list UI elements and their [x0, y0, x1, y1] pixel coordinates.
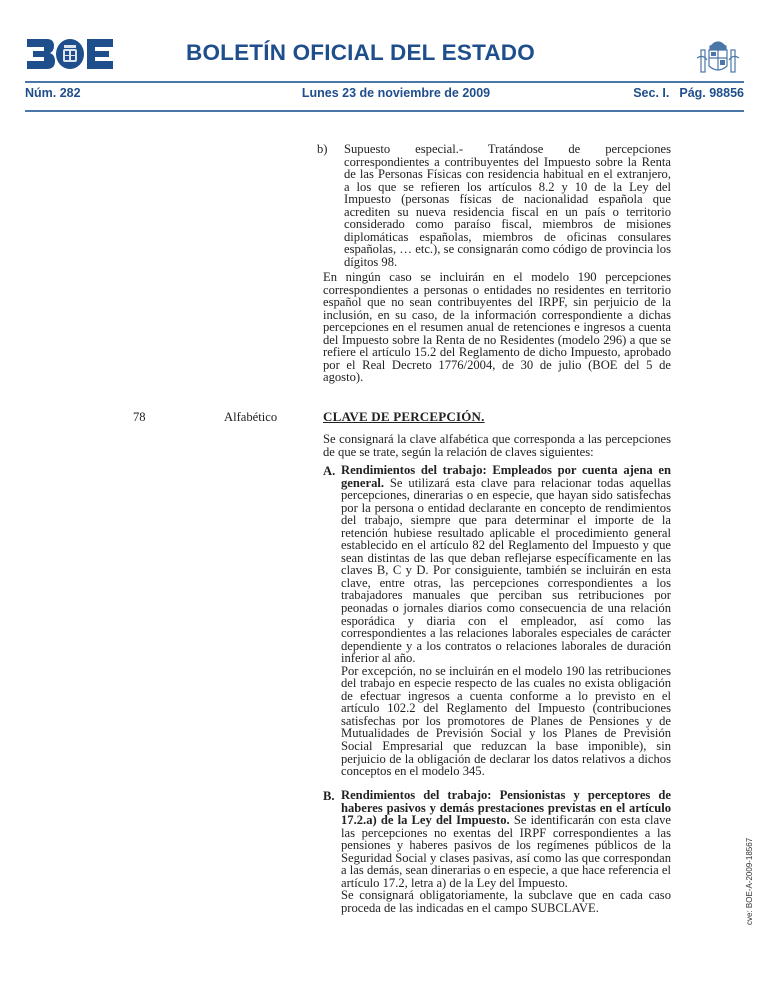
key-a-label: A.: [323, 464, 336, 478]
section-page: [633, 86, 744, 100]
spain-coat-of-arms-icon: [693, 38, 743, 78]
field-title: CLAVE DE PERCEPCIÓN.: [323, 409, 485, 424]
field-intro-text: Se consignará la clave alfabética que corresponda a las percepciones de que se trate, según la relación de claves siguientes:: [323, 432, 671, 459]
cve-identifier: cve: BOE-A-2009-18567: [745, 837, 754, 925]
page-number: Pág. 98856: [679, 86, 744, 100]
field-type: Alfabético: [224, 410, 278, 424]
key-b-paragraph: [341, 789, 671, 889]
non-residents-paragraph: [323, 271, 671, 384]
field-position: 78: [133, 410, 146, 424]
key-a-item: [341, 464, 671, 778]
field-intro: [323, 433, 671, 458]
header-rule-bottom: [25, 110, 744, 112]
issue-number: Núm. 282: [25, 86, 81, 100]
special-case-text: Supuesto especial.- Tratándose de percepciones correspondientes a contribuyentes del Impuesto sobre la Renta de las Personas Físicas con residencia habitual en el extranjero, a los que se refieren los artículos 8.2 y 10 de la Ley del Impuesto (personas físicas de nacionalidad española que acrediten su nueva residencia fiscal en un país o territorio considerado como paraíso fiscal, miembros de misiones diplomáticas españolas, miembros de oficinas consulares españolas, … etc.), se consignarán como código de provincia los dígitos 98.: [344, 142, 671, 269]
key-a-paragraph: [341, 464, 671, 665]
key-b-heading: Rendimientos del trabajo: Pensionistas y perceptores de haberes pasivos y demás prestaciones previstas en el artículo 17.2.a) de la Ley del Impuesto.: [341, 788, 671, 828]
publication-title: BOLETÍN OFICIAL DEL ESTADO: [186, 40, 535, 65]
section-label: Sec. I.: [633, 86, 670, 100]
key-a-heading: Rendimientos del trabajo: Empleados por cuenta ajena en general.: [341, 463, 671, 490]
key-b-label: B.: [323, 789, 335, 803]
issue-date: Lunes 23 de noviembre de 2009: [301, 86, 491, 100]
key-b-subclave-note: Se consignará obligatoriamente, la subclave que en cada caso proceda de las indicadas en el campo SUBCLAVE.: [341, 888, 671, 915]
header-rule-top: [25, 81, 744, 83]
special-case-paragraph: [344, 143, 671, 268]
key-b-text: Se identificarán con esta clave las percepciones no exentas del IRPF correspondientes a las pensiones y haberes pasivos de los regímenes públicos de la Seguridad Social y clases pasivas, así como las que correspondan a las demás, sean dinerarias o en especie, a que hace referencia el artículo 17.2, letra a) de la Ley del Impuesto.: [341, 813, 672, 890]
non-residents-text: En ningún caso se incluirán en el modelo 190 percepciones correspondientes a personas o entidades no residentes en territorio español que no sean contribuyentes del IRPF, sin perjuicio de la inclusión, en su caso, de la información correspondiente a dichas percepciones en el resumen anual de retenciones e ingresos a cuenta del Impuesto sobre la Renta de no Residentes (modelo 296) a que se refiere el artículo 15.2 del Reglamento de dicho Impuesto, aprobado por el Real Decreto 1776/2004, de 30 de julio (BOE del 5 de agosto).: [323, 270, 671, 385]
key-a-exception: Por excepción, no se incluirán en el modelo 190 las retribuciones del trabajo en especie respecto de las cuales no exista obligación de efectuar ingresos a cuenta conforme a lo previsto en el artículo 102.2 del Reglamento del Impuesto (contribuciones satisfechas por los promotores de Planes de Pensiones y de Mutualidades de Previsión Social y los Planes de Previsión Social Empresarial que reduzcan la base imponible), sin perjuicio de la obligación de declarar los datos relativos a dichos conceptos en el modelo 345.: [341, 663, 671, 779]
list-label-b-lower: b): [317, 142, 328, 156]
boe-logo: [27, 39, 113, 69]
key-a-text: Se utilizará esta clave para relacionar todas aquellas percepciones, dinerarias o en especie, que hayan sido satisfechas por la persona o entidad declarante en concepto de rendimientos del trabajo, siempre que para determinar el importe de la retención hubiese resultado aplicable el procedimiento general establecido en el artículo 82 del Reglamento del Impuesto y que sean distintas de las que deban reflejarse específicamente en las claves B, C y D. Por consiguiente, también se incluirán en esta clave, entre otras, las percepciones correspondientes a los trabajadores manuales que perciban sus retribuciones por peonadas o jornales diarios como consecuencia de una relación esporádica y diaria con el empleador, así como las correspondientes a las relaciones laborales especiales de carácter dependiente y a los contratos o relaciones laborales de duración inferior al año.: [341, 475, 671, 666]
key-b-item: [341, 789, 671, 914]
